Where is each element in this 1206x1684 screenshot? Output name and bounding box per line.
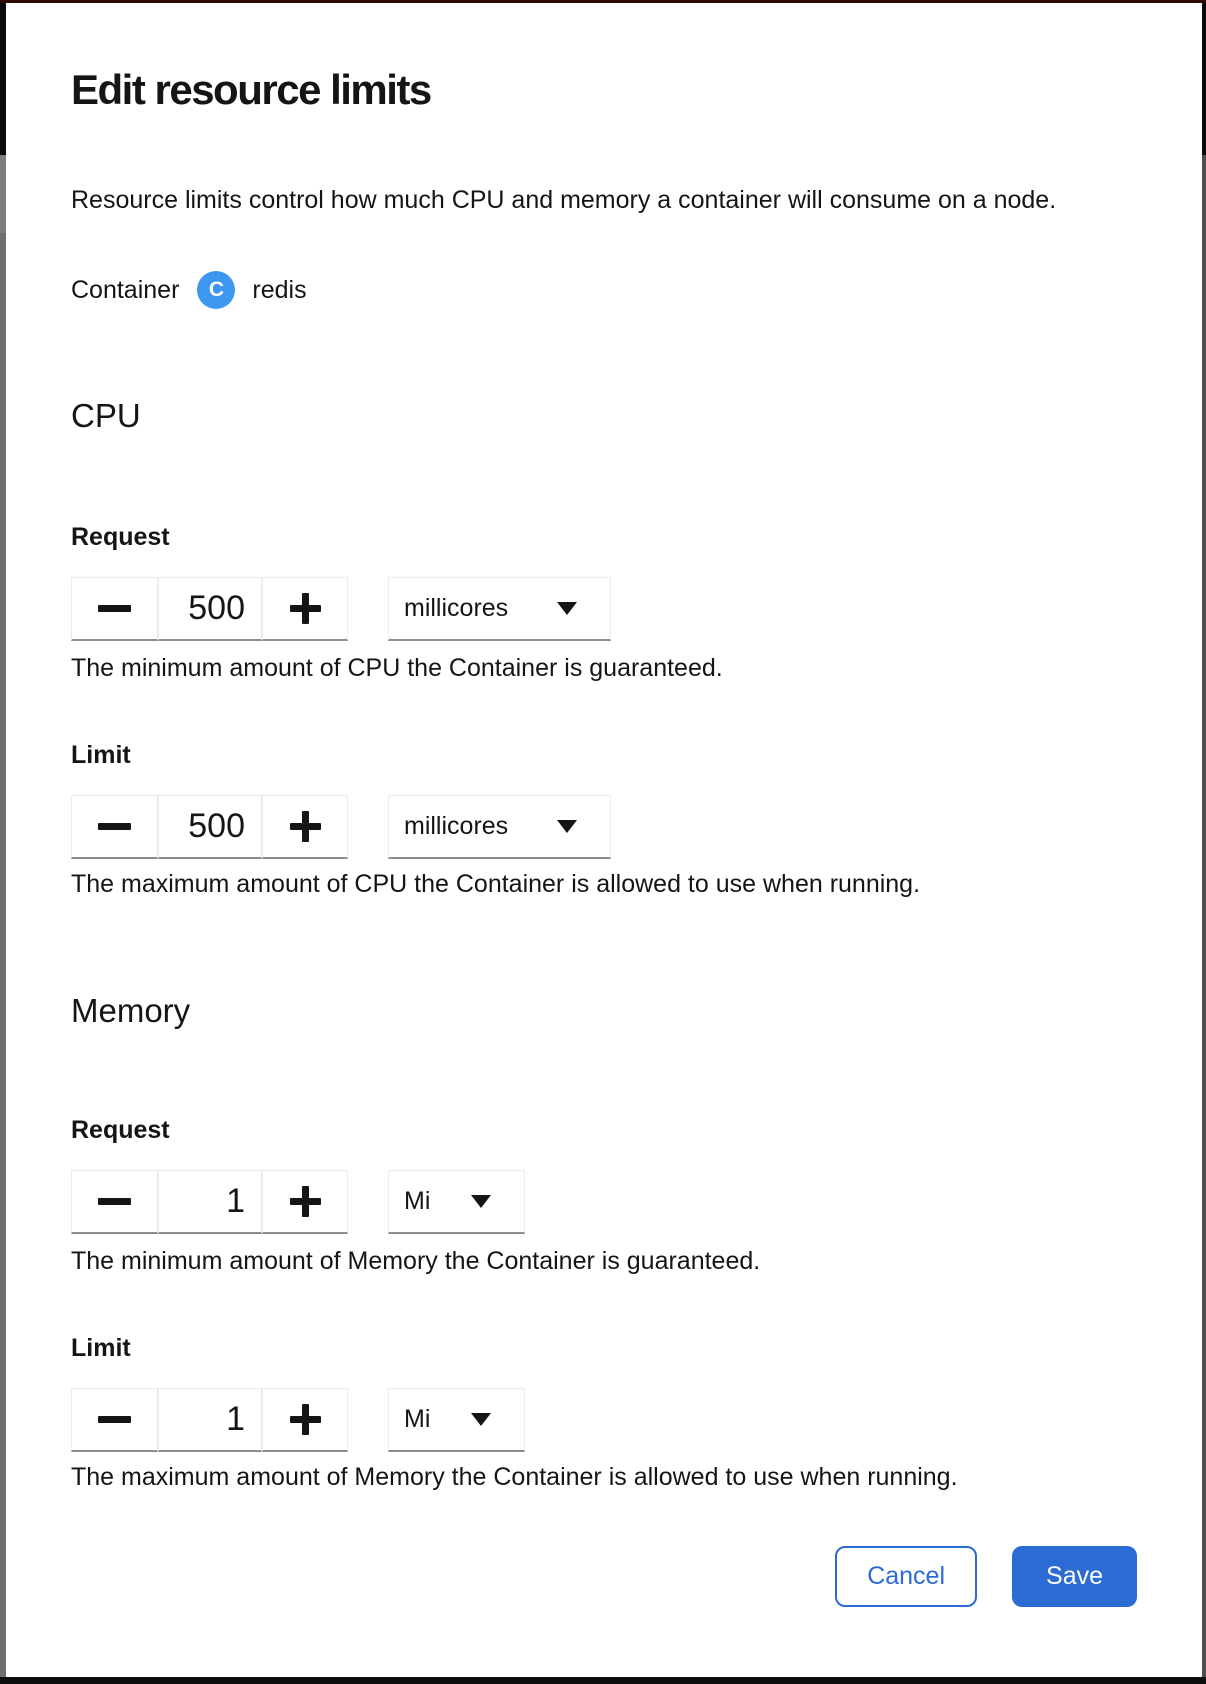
container-label: Container bbox=[71, 275, 180, 304]
backdrop-edge-right bbox=[1202, 3, 1206, 155]
memory-request-value-input[interactable] bbox=[158, 1170, 262, 1234]
cpu-limit-unit-value: millicores bbox=[404, 812, 509, 840]
modal-footer bbox=[71, 1546, 1137, 1607]
minus-icon bbox=[98, 1198, 131, 1205]
memory-limit-minus-button[interactable] bbox=[71, 1388, 158, 1452]
modal-title: Edit resource limits bbox=[71, 66, 431, 113]
memory-limit-value-input[interactable] bbox=[158, 1388, 262, 1452]
memory-limit-plus-button[interactable] bbox=[262, 1388, 348, 1452]
memory-request-unit-value: Mi bbox=[404, 1187, 431, 1215]
section-heading-cpu: CPU bbox=[71, 397, 141, 434]
cpu-request-unit-dropdown[interactable] bbox=[388, 577, 611, 641]
cpu-request-control bbox=[71, 577, 1137, 641]
memory-request-unit-dropdown[interactable] bbox=[388, 1170, 525, 1234]
memory-limit-label: Limit bbox=[71, 1334, 131, 1362]
plus-icon bbox=[290, 593, 321, 624]
cpu-request-unit-value: millicores bbox=[404, 594, 509, 622]
cpu-limit-plus-button[interactable] bbox=[262, 795, 348, 859]
memory-request-minus-button[interactable] bbox=[71, 1170, 158, 1234]
memory-limit-unit-dropdown[interactable] bbox=[388, 1388, 525, 1452]
plus-icon bbox=[290, 811, 321, 842]
memory-limit-help-text: The maximum amount of Memory the Container is allowed to use when running. bbox=[71, 1463, 958, 1491]
cpu-limit-control bbox=[71, 795, 1137, 859]
section-heading-memory: Memory bbox=[71, 992, 191, 1029]
memory-request-help-text: The minimum amount of Memory the Container is guaranteed. bbox=[71, 1247, 761, 1275]
save-button[interactable]: Save bbox=[1012, 1546, 1137, 1607]
cpu-limit-minus-button[interactable] bbox=[71, 795, 158, 859]
cpu-request-help-text: The minimum amount of CPU the Container is guaranteed. bbox=[71, 654, 723, 682]
modal-description: Resource limits control how much CPU and memory a container will consume on a node. bbox=[71, 186, 1057, 214]
caret-down-icon bbox=[557, 820, 577, 833]
backdrop-edge-bottom bbox=[0, 1677, 1206, 1684]
cancel-button[interactable]: Cancel bbox=[835, 1546, 977, 1607]
container-badge-icon: C bbox=[197, 271, 235, 309]
container-name: redis bbox=[252, 275, 307, 304]
backdrop-edge-right bbox=[1202, 155, 1206, 1677]
minus-icon bbox=[98, 605, 131, 612]
cpu-request-value-input[interactable] bbox=[158, 577, 262, 641]
cpu-request-label: Request bbox=[71, 523, 170, 551]
edit-resource-limits-modal bbox=[6, 3, 1202, 1677]
plus-icon bbox=[290, 1404, 321, 1435]
memory-request-control bbox=[71, 1170, 1137, 1234]
cpu-limit-value-input[interactable] bbox=[158, 795, 262, 859]
caret-down-icon bbox=[557, 602, 577, 615]
cpu-request-minus-button[interactable] bbox=[71, 577, 158, 641]
caret-down-icon bbox=[471, 1195, 491, 1208]
memory-request-label: Request bbox=[71, 1116, 170, 1144]
minus-icon bbox=[98, 1416, 131, 1423]
caret-down-icon bbox=[471, 1413, 491, 1426]
cpu-limit-help-text: The maximum amount of CPU the Container is allowed to use when running. bbox=[71, 870, 921, 898]
cpu-limit-label: Limit bbox=[71, 741, 131, 769]
cpu-limit-unit-dropdown[interactable] bbox=[388, 795, 611, 859]
cpu-request-plus-button[interactable] bbox=[262, 577, 348, 641]
memory-request-plus-button[interactable] bbox=[262, 1170, 348, 1234]
minus-icon bbox=[98, 823, 131, 830]
memory-limit-control bbox=[71, 1388, 1137, 1452]
plus-icon bbox=[290, 1186, 321, 1217]
container-row bbox=[71, 271, 1137, 309]
memory-limit-unit-value: Mi bbox=[404, 1405, 431, 1433]
